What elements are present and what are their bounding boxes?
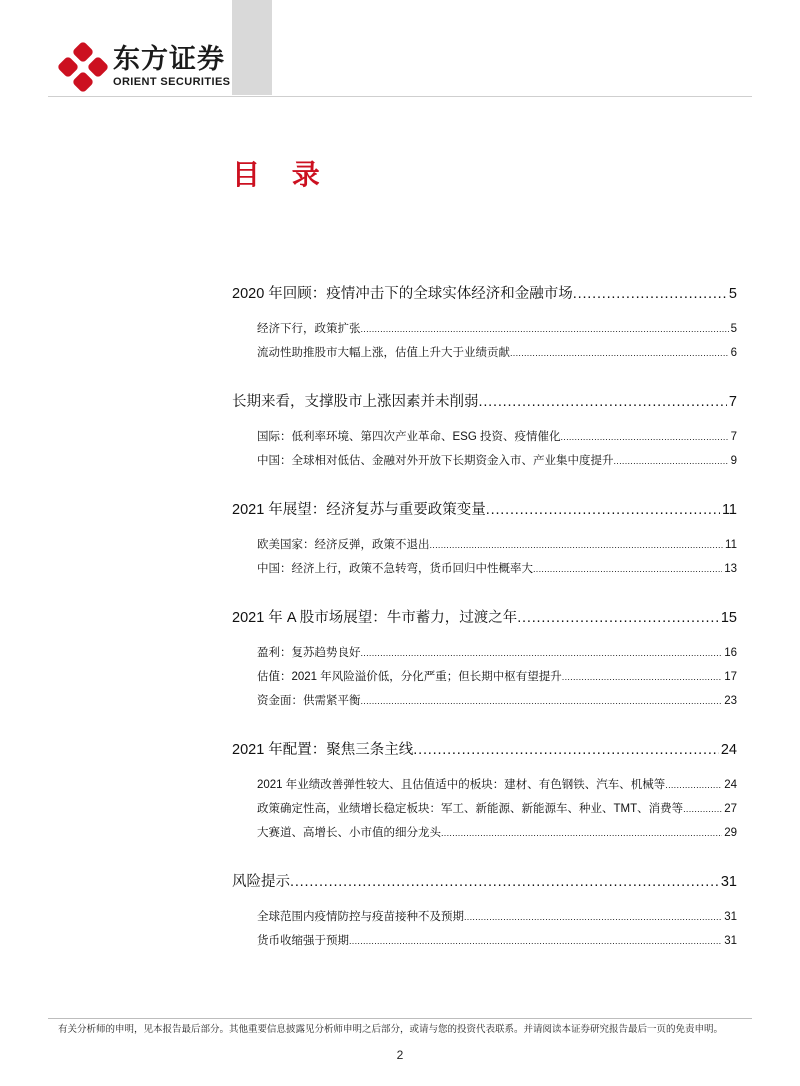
table-of-contents [232,280,737,953]
toc-subsection-title: 估值：2021 年风险溢价低，分化严重；但长期中枢有望提升 [257,671,562,683]
brand-name-en: ORIENT SECURITIES [113,76,231,88]
dot-leader [533,557,722,581]
header-divider [48,96,752,97]
toc-subsection[interactable] [257,449,737,473]
toc-subsection-title: 国际：低利率环境、第四次产业革命、ESG 投资、疫情催化 [257,431,561,443]
toc-section-page: 5 [728,286,737,302]
dot-leader [614,449,729,473]
dot-leader [464,905,722,929]
toc-subsection[interactable] [257,317,737,341]
toc-subsection-title: 货币收缩强于预期 [257,935,349,947]
toc-subsection-title: 政策确定性高，业绩增长稳定板块：军工、新能源、新能源车、种业、TMT、消费等 [257,803,684,815]
toc-subsection-page: 17 [724,671,737,683]
dot-leader [665,773,722,797]
toc-subsection-page: 6 [730,347,737,359]
dot-leader [573,280,727,308]
toc-subsection-page: 27 [724,803,737,815]
toc-section-title: 2020 年回顾：疫情冲击下的全球实体经济和金融市场 [232,286,573,302]
toc-subsection-title: 资金面：供需紧平衡 [257,695,361,707]
brand-name-cn: 东方证券 [113,44,225,74]
dot-leader [430,533,724,557]
toc-subsection-title: 欧美国家：经济反弹，政策不退出 [257,539,430,551]
toc-subsection-page: 5 [730,323,737,335]
dot-leader [441,821,722,845]
header-accent-bar [232,0,272,95]
toc-section-page: 31 [720,874,737,890]
dot-leader [361,689,723,713]
toc-subsection[interactable] [257,425,737,449]
toc-subsection[interactable] [257,641,737,665]
toc-subsection-page: 31 [724,911,737,923]
toc-subsection[interactable] [257,905,737,929]
toc-section[interactable] [232,868,737,896]
toc-section-title: 2021 年 A 股市场展望：牛市蓄力，过渡之年 [232,610,518,626]
toc-subsection-title: 大赛道、高增长、小市值的细分龙头 [257,827,441,839]
toc-subsection[interactable] [257,773,737,797]
page-title: 目 录 [232,159,332,190]
toc-section-page: 15 [720,610,737,626]
toc-subsection[interactable] [257,557,737,581]
toc-subsection-page: 29 [724,827,737,839]
toc-subsection[interactable] [257,533,737,557]
toc-subsection[interactable] [257,929,737,953]
dot-leader [486,496,720,524]
toc-subsection[interactable] [257,797,737,821]
dot-leader [361,641,723,665]
disclaimer-text: 有关分析师的申明，见本报告最后部分。其他重要信息披露见分析师申明之后部分，或请与您的投资代表联系。并请阅读本证券研究报告最后一页的免责申明。 [58,1024,724,1035]
dot-leader [560,425,728,449]
toc-subsection-title: 盈利：复苏趋势良好 [257,647,361,659]
toc-subsection-title: 流动性助推股市大幅上涨，估值上升大于业绩贡献 [257,347,510,359]
toc-section[interactable] [232,280,737,308]
toc-section[interactable] [232,388,737,416]
toc-subsection[interactable] [257,821,737,845]
toc-subsection-page: 7 [730,431,737,443]
toc-section-page: 24 [720,742,737,758]
toc-section-title: 2021 年配置：聚焦三条主线 [232,742,414,758]
dot-leader [510,341,729,365]
footer-divider [48,1018,752,1019]
toc-subsection-page: 16 [724,647,737,659]
toc-section-title: 长期来看，支撑股市上涨因素并未削弱 [232,394,479,410]
toc-section[interactable] [232,496,737,524]
toc-section-title: 风险提示 [232,874,290,890]
toc-subsection[interactable] [257,665,737,689]
toc-subsection-page: 9 [730,455,737,467]
toc-section[interactable] [232,604,737,632]
toc-section-title: 2021 年展望：经济复苏与重要政策变量 [232,502,486,518]
toc-subsection-title: 全球范围内疫情防控与疫苗接种不及预期 [257,911,464,923]
toc-section[interactable] [232,736,737,764]
dot-leader [479,388,727,416]
toc-section-page: 7 [728,394,737,410]
toc-subsection-title: 中国：经济上行，政策不急转弯，货币回归中性概率大 [257,563,533,575]
dot-leader [413,736,719,764]
toc-subsection-page: 23 [724,695,737,707]
page-number: 2 [396,1048,404,1062]
toc-subsection[interactable] [257,341,737,365]
dot-leader [290,868,719,896]
dot-leader [349,929,722,953]
dot-leader [517,604,719,632]
dot-leader [562,665,722,689]
toc-subsection[interactable] [257,689,737,713]
toc-subsection-page: 13 [724,563,737,575]
toc-subsection-page: 24 [724,779,737,791]
orient-logo-icon [58,42,108,92]
toc-subsection-title: 2021 年业绩改善弹性较大、且估值适中的板块：建材、有色钢铁、汽车、机械等 [257,779,666,791]
toc-subsection-title: 经济下行，政策扩张 [257,323,361,335]
toc-section-page: 11 [721,502,737,518]
toc-subsection-page: 11 [725,539,737,551]
toc-subsection-page: 31 [724,935,737,947]
toc-subsection-title: 中国：全球相对低估、金融对外开放下长期资金入市、产业集中度提升 [257,455,614,467]
dot-leader [683,797,722,821]
dot-leader [361,317,729,341]
